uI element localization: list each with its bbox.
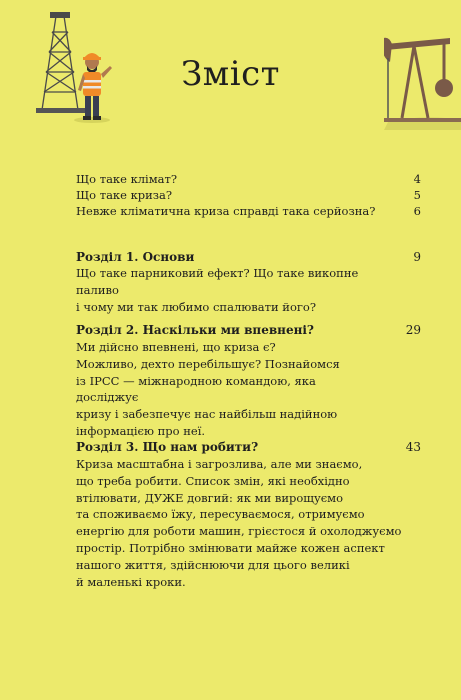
description-line: Криза масштабна і загрозлива, але ми знаємо, [76, 457, 363, 471]
toc-entry-page: 4 [413, 172, 421, 186]
toc-entry[interactable] [76, 171, 421, 187]
description-line: Можливо, дехто перебільшує? Познайомся [76, 356, 340, 371]
description-line: Що таке парниковий ефект? Що таке викопне паливо [76, 266, 359, 297]
description-line: нашого життя, здійснюючи для цього великі [76, 557, 350, 572]
description-line: інформацією про неї. [76, 423, 206, 438]
description-line: втілювати, ДУЖЕ довгий: як ми вирощуємо [76, 490, 344, 505]
toc-entry-label: Невже кліматична криза справді така серйозна? [76, 204, 376, 218]
toc-entry-label: Що таке клімат? [76, 172, 178, 186]
chapter-page: 9 [413, 250, 421, 264]
chapter-2-description [76, 339, 376, 440]
description-line: енергію для роботи машин, грієстося й охолоджуємо [76, 524, 402, 539]
chapter-3-description [76, 456, 406, 590]
description-line: із IPCC — міжнародною командою, яка досліджує [76, 373, 316, 405]
chapter-1-description [76, 265, 376, 315]
toc-entry-page: 5 [413, 188, 421, 202]
chapter-title: Розділ 3. Що нам робити? [76, 440, 259, 454]
chapter-3-heading[interactable] [76, 439, 421, 456]
toc-entry[interactable] [76, 203, 421, 219]
description-line: Ми дійсно впевнені, що криза є? [76, 340, 276, 354]
toc-entry[interactable] [76, 187, 421, 203]
description-line: та споживаємо їжу, пересуваємося, отримуємо [76, 507, 365, 522]
description-line: і чому ми так любимо спалювати його? [76, 299, 316, 314]
chapter-2-heading[interactable] [76, 322, 421, 339]
chapter-title: Розділ 2. Наскільки ми впевнені? [76, 323, 314, 337]
description-line: що треба робити. Список змін, які необхідно [76, 473, 350, 488]
description-line: простір. Потрібно змінювати майже кожен аспект [76, 540, 385, 555]
chapter-title: Розділ 1. Основи [76, 250, 195, 264]
chapter-page: 29 [405, 323, 421, 337]
description-line: кризу і забезпечує нас найбільш надійною [76, 407, 338, 422]
chapter-page: 43 [405, 440, 421, 454]
chapter-1-heading[interactable] [76, 249, 421, 266]
toc-entry-page: 6 [413, 204, 421, 218]
description-line: й маленькі кроки. [76, 574, 186, 589]
page-title: Зміст [181, 54, 280, 94]
toc-entry-label: Що таке криза? [76, 188, 173, 202]
